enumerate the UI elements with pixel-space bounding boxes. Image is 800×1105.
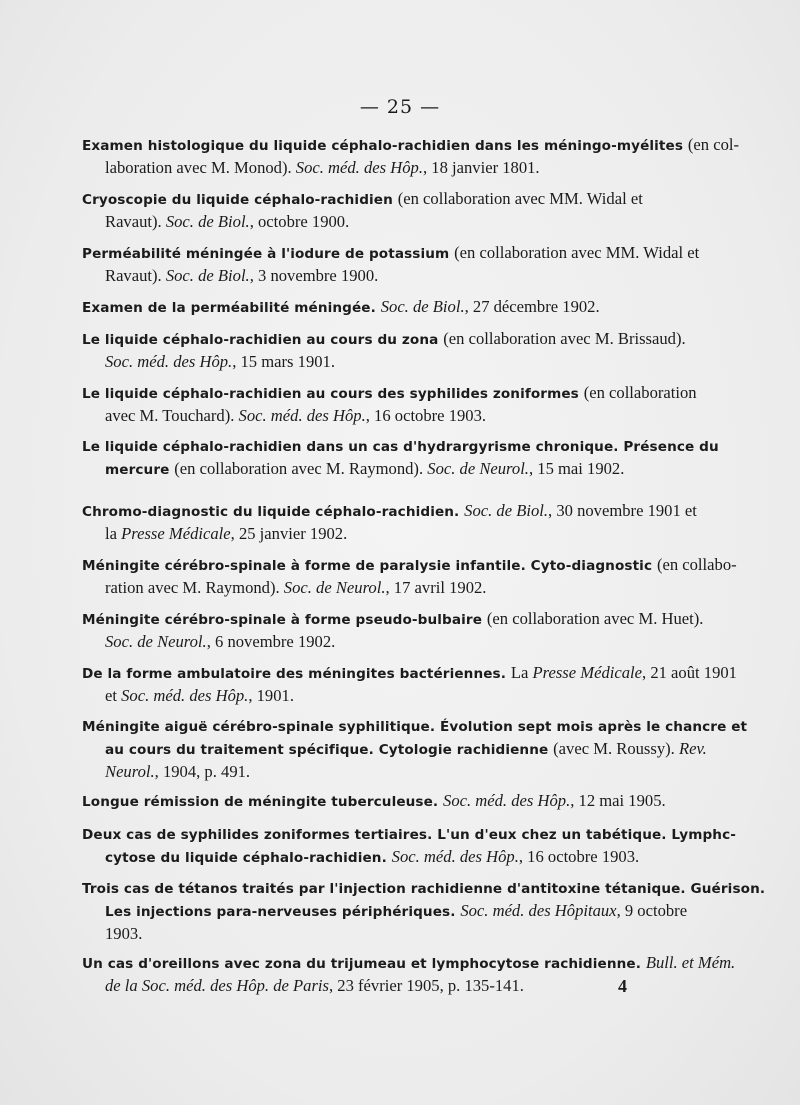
entry-detail-text: , octobre 1900. (249, 212, 350, 231)
entry-detail-text: , 3 novembre 1900. (249, 266, 379, 285)
entry-detail-text: la (105, 524, 122, 543)
entry-line (82, 382, 697, 405)
entry-line (82, 296, 682, 319)
bibliography-entry (82, 188, 682, 233)
entry-detail-text: 1903. (105, 924, 143, 943)
bibliography-entry (82, 328, 686, 373)
entry-title-text: Longue rémission de méningite tuberculeuse. (82, 794, 444, 810)
entry-detail-text: , 15 mars 1901. (232, 352, 335, 371)
entry-citation-text: Soc. méd. des Hôp. (238, 406, 366, 425)
entry-title-text: Chromo-diagnostic du liquide céphalo-rachidien. (82, 504, 465, 520)
entry-title-text: Le liquide céphalo-rachidien au cours du zona (82, 332, 444, 348)
bibliography-entry (82, 382, 697, 427)
entry-line (82, 923, 682, 945)
entry-citation-text: Neurol. (105, 762, 155, 781)
entry-title-text: cytose du liquide céphalo-rachidien. (105, 850, 392, 866)
entry-line (82, 242, 700, 265)
entry-title-text: Le liquide céphalo-rachidien au cours des syphilides zoniformes (82, 386, 584, 402)
entry-detail-text: (en col- (687, 135, 740, 154)
entry-line (82, 500, 697, 523)
entry-line (82, 405, 682, 427)
entry-line (82, 662, 737, 685)
entry-line (82, 631, 682, 653)
entry-line (82, 824, 736, 846)
entry-line (82, 134, 740, 157)
entry-detail-text: , 15 mai 1902. (528, 459, 625, 478)
entry-detail-text: , 16 octobre 1903. (518, 847, 640, 866)
entry-line (82, 458, 682, 481)
bibliography-entry (82, 296, 682, 319)
bibliography-entry (82, 878, 766, 945)
entry-title-text: Méningite cérébro-spinale à forme de paralysie infantile. Cyto-diagnostic (82, 558, 657, 574)
bibliography-entry (82, 608, 704, 653)
entry-citation-text: Presse Médicale (532, 663, 643, 682)
entry-detail-text: , 17 avril 1902. (385, 578, 487, 597)
entry-detail-text: (en collaboration avec M. Raymond). (174, 459, 428, 478)
bibliography-entry (82, 662, 737, 707)
entry-line (82, 900, 688, 923)
entry-citation-text: Soc. de Neurol. (105, 632, 207, 651)
entry-title-text: Méningite aiguë cérébro-spinale syphilitique. Évolution sept mois après le chancre et (82, 719, 748, 735)
entry-line (82, 211, 682, 233)
entry-citation-text: Soc. de Biol. (165, 212, 250, 231)
entry-line (82, 975, 682, 997)
entry-citation-text: Soc. méd. des Hôpitaux (460, 901, 617, 920)
entry-detail-text: , 30 novembre 1901 et (548, 501, 697, 520)
entry-detail-text: (en collaboration avec M. Huet). (486, 609, 704, 628)
entry-line (82, 716, 748, 738)
entry-detail-text: , 23 février 1905, p. 135-141. (328, 976, 524, 995)
entry-detail-text: , 16 octobre 1903. (365, 406, 487, 425)
entry-line (82, 436, 719, 458)
entry-citation-text: Soc. de Biol. (464, 501, 549, 520)
entry-title-text: Trois cas de tétanos traités par l'injection rachidienne d'antitoxine tétanique. Guérison. (82, 881, 766, 897)
entry-detail-text: , 25 janvier 1902. (230, 524, 348, 543)
entry-citation-text: Soc. de Biol. (165, 266, 250, 285)
entry-line (82, 577, 682, 599)
entry-detail-text: , 1904, p. 491. (154, 762, 251, 781)
entry-line (82, 328, 686, 351)
entry-title-text: au cours du traitement spécifique. Cytologie rachidienne (105, 742, 554, 758)
bibliography-entry (82, 790, 682, 813)
entry-detail-text: (en collaboration avec MM. Widal et (397, 189, 643, 208)
entry-citation-text: Soc. méd. des Hôp. (391, 847, 519, 866)
entry-line (82, 952, 736, 975)
entry-citation-text: Soc. méd. des Hôp. (105, 352, 233, 371)
entry-title-text: Cryoscopie du liquide céphalo-rachidien (82, 192, 398, 208)
entry-line (82, 846, 682, 869)
entry-detail-text: Ravaut). (105, 212, 166, 231)
bibliography-entry (82, 716, 748, 783)
entry-detail-text: Ravaut). (105, 266, 166, 285)
entry-line (82, 761, 682, 783)
entry-detail-text: avec M. Touchard). (105, 406, 239, 425)
bibliography-entry (82, 242, 700, 287)
entry-title-text: mercure (105, 462, 175, 478)
entry-detail-text: (avec M. Roussy). (553, 739, 679, 758)
entry-citation-text: Bull. et Mém. (645, 953, 736, 972)
entry-line (82, 878, 766, 900)
entry-title-text: Le liquide céphalo-rachidien dans un cas d'hydrargyrisme chronique. Présence du (82, 439, 719, 455)
entry-detail-text: , 21 août 1901 (642, 663, 737, 682)
page-number-bottom: 4 (618, 976, 627, 996)
entry-title-text: Examen de la perméabilité méningée. (82, 300, 381, 316)
entry-detail-text: (en collaboration (583, 383, 697, 402)
entry-title-text: Les injections para-nerveuses périphériques. (105, 904, 461, 920)
bibliography-entry (82, 952, 736, 997)
entry-line (82, 685, 682, 707)
entry-citation-text: Soc. de Neurol. (427, 459, 529, 478)
entry-citation-text: Soc. méd. des Hôp. (121, 686, 249, 705)
entry-detail-text: ration avec M. Raymond). (105, 578, 284, 597)
entry-detail-text: , 18 janvier 1801. (422, 158, 540, 177)
entry-line (82, 738, 707, 761)
entry-title-text: Deux cas de syphilides zoniformes tertiaires. L'un d'eux chez un tabétique. Lymphc- (82, 827, 736, 843)
entry-line (82, 608, 704, 631)
entry-line (82, 265, 682, 287)
entry-title-text: Perméabilité méningée à l'iodure de potassium (82, 246, 455, 262)
bibliography-entry (82, 500, 697, 545)
entry-line (82, 188, 682, 211)
entry-citation-text: Presse Médicale (121, 524, 231, 543)
bibliography-entry (82, 824, 736, 869)
entry-detail-text: (en collaboration avec M. Brissaud). (443, 329, 686, 348)
entry-citation-text: Soc. de Biol. (380, 297, 465, 316)
entry-detail-text: (en collaboration avec MM. Widal et (454, 243, 700, 262)
entry-detail-text: et (105, 686, 122, 705)
entry-citation-text: Rev. (678, 739, 707, 758)
entry-detail-text: , 6 novembre 1902. (206, 632, 336, 651)
entry-title-text: De la forme ambulatoire des méningites bactériennes. (82, 666, 511, 682)
bibliography-entry (82, 436, 719, 481)
entry-title-text: Examen histologique du liquide céphalo-rachidien dans les méningo-myélites (82, 138, 688, 154)
entry-detail-text: , 12 mai 1905. (570, 791, 666, 810)
entry-detail-text: La (510, 663, 533, 682)
entry-detail-text: laboration avec M. Monod). (105, 158, 296, 177)
entry-line (82, 351, 682, 373)
entry-title-text: Méningite cérébro-spinale à forme pseudo-bulbaire (82, 612, 487, 628)
entry-detail-text: , 27 décembre 1902. (464, 297, 600, 316)
entry-title-text: Un cas d'oreillons avec zona du trijumeau et lymphocytose rachidienne. (82, 956, 646, 972)
entry-citation-text: Soc. de Neurol. (283, 578, 386, 597)
entry-line (82, 157, 682, 179)
entry-line (82, 523, 682, 545)
bibliography-entry (82, 554, 737, 599)
entry-detail-text: (en collabo- (656, 555, 737, 574)
entry-citation-text: Soc. méd. des Hôp. (295, 158, 423, 177)
entry-line (82, 790, 682, 813)
entry-detail-text: , 9 octobre (616, 901, 688, 920)
bibliography-entry (82, 134, 740, 179)
page-number-top: — 25 — (359, 96, 441, 118)
entry-detail-text: , 1901. (248, 686, 294, 705)
entry-line (82, 554, 737, 577)
entry-citation-text: Soc. méd. des Hôp. (443, 791, 571, 810)
entry-citation-text: de la Soc. méd. des Hôp. de Paris (105, 976, 329, 995)
